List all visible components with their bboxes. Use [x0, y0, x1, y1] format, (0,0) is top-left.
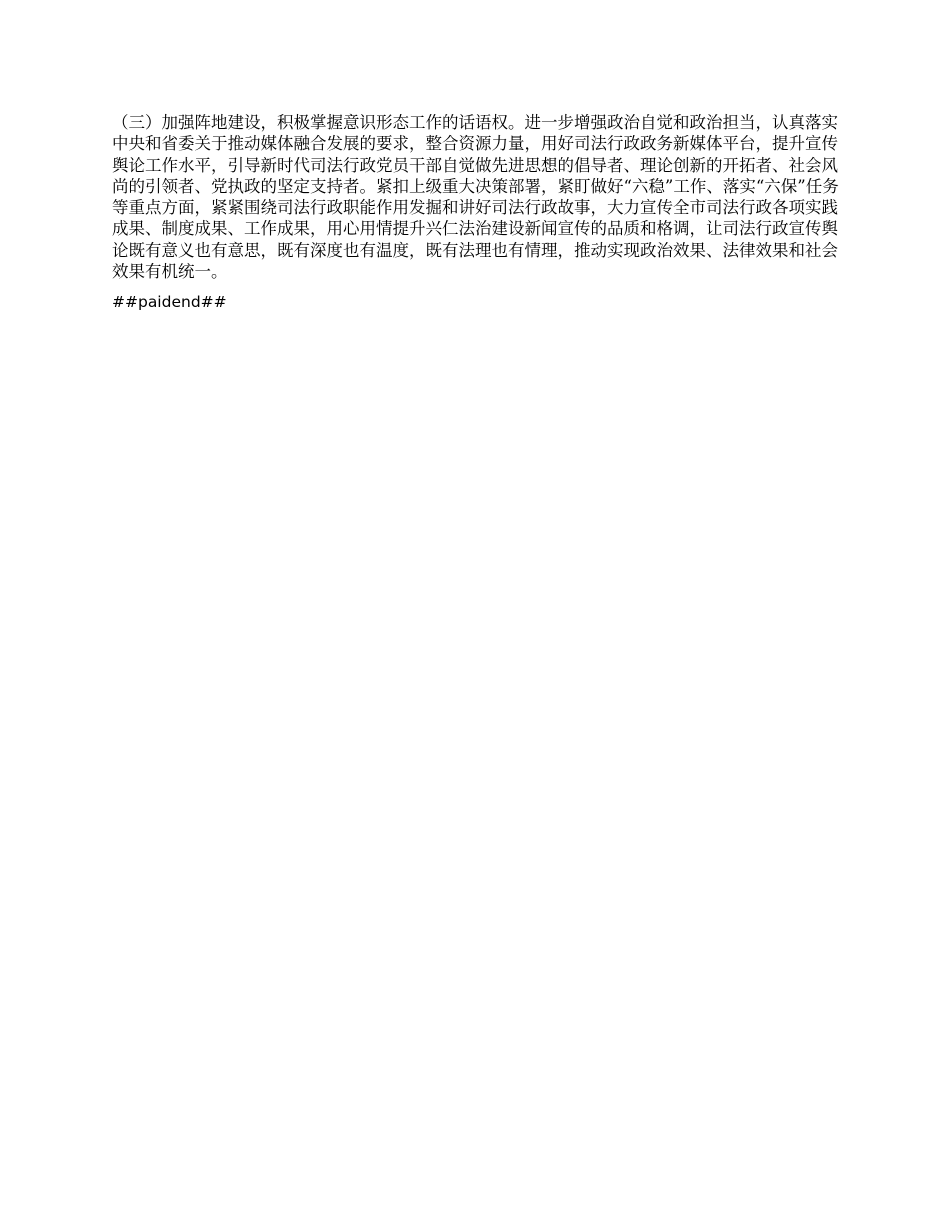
body-paragraph: （三）加强阵地建设，积极掌握意识形态工作的话语权。进一步增强政治自觉和政治担当，认真落实中央和省委关于推动媒体融合发展的要求，整合资源力量，用好司法行政政务新媒体平台，提升宣传舆论工作水平，引导新时代司法行政党员干部自觉做先进思想的倡导者、理论创新的开拓者、社会风尚的引领者、党执政的坚定支持者。紧扣上级重大决策部署，紧盯做好“六稳”工作、落实“六保”任务等重点方面，紧紧围绕司法行政职能作用发掘和讲好司法行政故事，大力宣传全市司法行政各项实践成果、制度成果、工作成果，用心用情提升兴仁法治建设新闻宣传的品质和格调，让司法行政宣传舆论既有意义也有意思，既有深度也有温度，既有法理也有情理，推动实现政治效果、法律效果和社会效果有机统一。: [112, 113, 839, 282]
document-body: [112, 112, 842, 312]
paid-end-marker: ##paidend##: [112, 293, 227, 312]
